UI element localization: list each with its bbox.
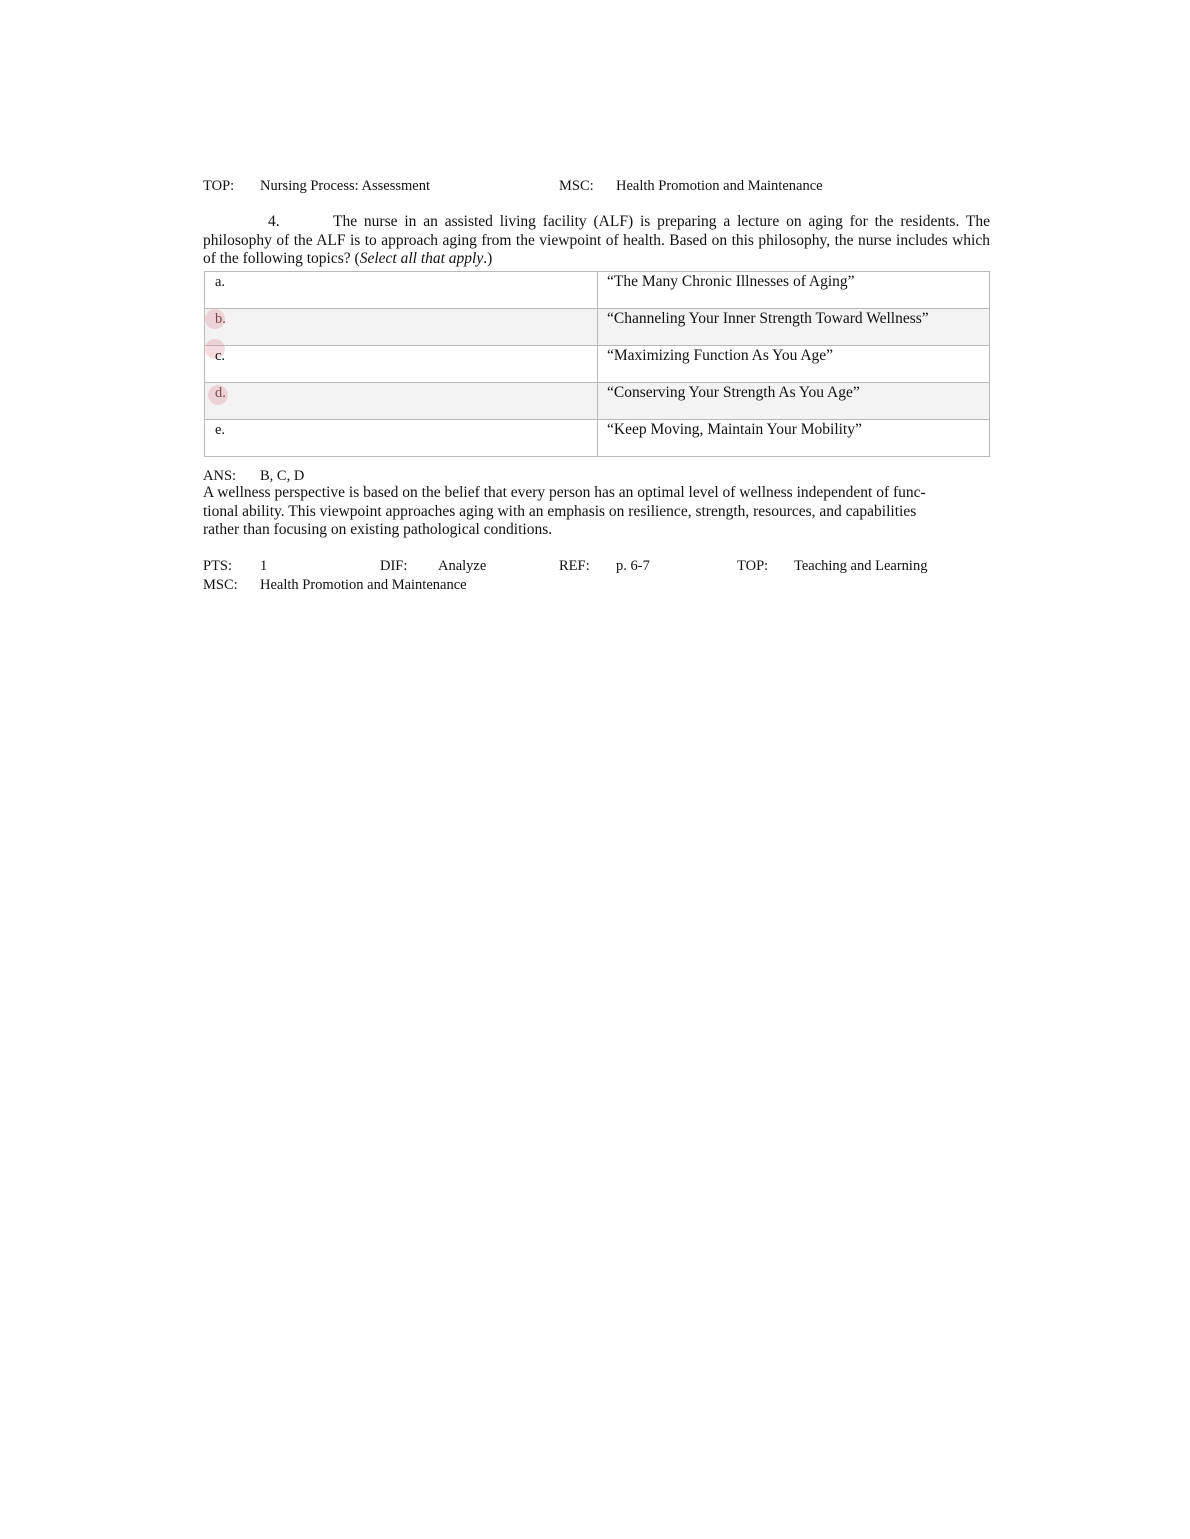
footer-top-value: Teaching and Learning	[794, 558, 928, 574]
rationale-line-2: tional ability. This viewpoint approaches aging with an emphasis on resilience, strength, resources, and capabilities	[203, 502, 917, 520]
footer-msc-label: MSC:	[203, 577, 238, 593]
choice-letter-cell	[205, 420, 598, 457]
choice-text-b: “Channeling Your Inner Strength Toward Wellness”	[598, 309, 990, 346]
footer-top-label: TOP:	[737, 558, 769, 574]
question-stem-end: .)	[483, 250, 493, 267]
pts-value: 1	[260, 558, 268, 574]
choice-letter-cell	[205, 346, 598, 383]
question-number: 4.	[268, 213, 280, 230]
ref-label: REF:	[559, 558, 590, 574]
choices-table	[204, 271, 990, 457]
ref-value: p. 6-7	[616, 558, 650, 574]
rationale	[203, 484, 990, 540]
choice-letter-b: b.	[215, 311, 226, 327]
choice-row-d[interactable]	[205, 383, 990, 420]
answer-label: ANS:	[203, 468, 237, 484]
dif-value: Analyze	[438, 558, 487, 574]
rationale-line-3: rather than focusing on existing pathological conditions.	[203, 521, 553, 538]
header-top-value: Nursing Process: Assessment	[260, 178, 430, 194]
choice-row-a[interactable]	[205, 272, 990, 309]
choice-text-c: “Maximizing Function As You Age”	[598, 346, 990, 383]
dif-label: DIF:	[380, 558, 408, 574]
choice-row-e[interactable]	[205, 420, 990, 457]
choice-row-c[interactable]	[205, 346, 990, 383]
choice-letter-cell	[205, 383, 598, 420]
choice-text-a: “The Many Chronic Illnesses of Aging”	[598, 272, 990, 309]
header-msc-value: Health Promotion and Maintenance	[616, 178, 823, 194]
question-stem	[203, 213, 990, 269]
header-top-label: TOP:	[203, 178, 235, 194]
choice-letter-a: a.	[215, 274, 226, 290]
question-instruction: Select all that apply	[359, 250, 484, 267]
choice-letter-e: e.	[215, 422, 226, 438]
choice-letter-d: d.	[215, 385, 226, 401]
choice-text-e: “Keep Moving, Maintain Your Mobility”	[598, 420, 990, 457]
choice-text-d: “Conserving Your Strength As You Age”	[598, 383, 990, 420]
question-stem-text: The nurse in an assisted living facility (ALF) is preparing a lecture on aging for the residents. The philosophy of the ALF is to approach aging from the viewpoint of health. Based on this philosophy, the nurse includes which of the following topics? (	[203, 213, 990, 267]
footer-msc-value: Health Promotion and Maintenance	[260, 577, 467, 593]
choice-letter-cell	[205, 272, 598, 309]
rationale-line-1: A wellness perspective is based on the belief that every person has an optimal level of wellness independent of func-	[203, 484, 926, 501]
choice-row-b[interactable]	[205, 309, 990, 346]
choice-letter-c: c.	[215, 348, 226, 364]
header-msc-label: MSC:	[559, 178, 594, 194]
pts-label: PTS:	[203, 558, 233, 574]
answer-value: B, C, D	[260, 468, 305, 484]
choice-letter-cell	[205, 309, 598, 346]
